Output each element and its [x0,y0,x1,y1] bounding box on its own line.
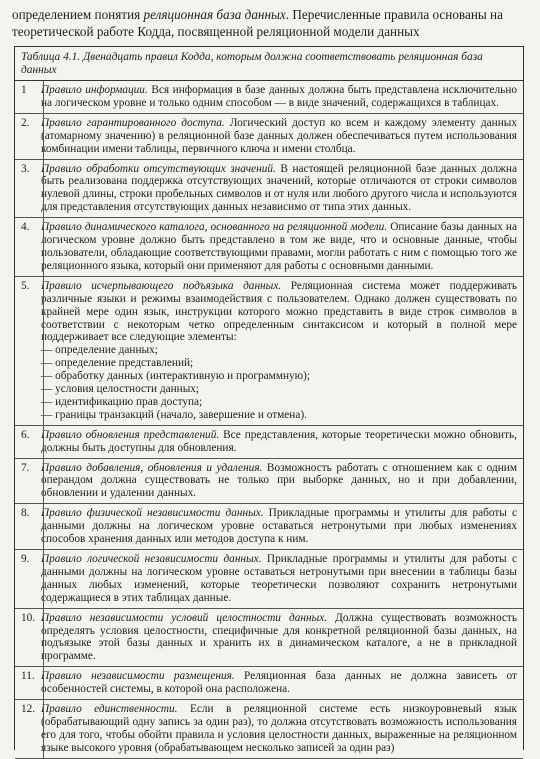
rule-number: 3. [21,162,30,175]
table-row [15,459,523,505]
rule-name: Правило единственности. [41,703,178,716]
intro-text-end: . Перечисленные правила основаны на теоретической работе Кодда, посвященной реляционной модели данных [12,7,503,39]
table-rows [15,81,523,759]
table-row [15,160,523,219]
rule-number: 10. [21,611,36,624]
rule-text: Описание базы данных на логическом уровне должно быть представлено в том же виде, что и основные данные, чтобы пользователи, обладающие соответствующими правами, могли работать с ним с помощью того же реляционного языка, который они применяют для работы с основными данными. [41,221,517,272]
rule-text: Возможность работать с отношением как с одним операндом должна существовать не только при выборке данных, но и при добавлении, обновлении и удалении данных. [41,461,517,500]
intro-paragraph [12,6,522,40]
rule-number: 11. [21,670,35,683]
rule-text: Прикладные программы и утилиты для работы с данными должны на логическом уровне оставаться нетронутыми при внесении в таблицы базы данных любых изменений, которые теоретически позволяют сохранить нетронутыми содержащиеся в этих таблицах данные. [41,553,518,604]
table-row [15,114,523,160]
rule-number: 8. [21,507,30,520]
table-row [15,218,523,277]
rule-number: 2. [21,116,30,129]
rule-name: Правило гарантированного доступа. [41,116,225,129]
table-row [15,277,523,426]
rule-body [37,609,523,667]
rule-name: Правило независимости размещения. [41,670,235,683]
rule-body [37,81,523,113]
table-row [15,81,523,114]
rule-text: Вся информация в базе данных должна быть представлена исключительно на логическом уровне и только одним способом — в виде значений, содержащихся в таблицах. [41,84,518,109]
list-item: — определение данных; [41,344,158,357]
list-item: — идентификацию прав доступа; [41,395,203,408]
table-row [15,609,523,668]
rule-text: Реляционная система может поддерживать различные языки и режимы взаимодействия с пользователем. Однако должен существовать по крайней мере один язык, инструкции которого можно представить в виде строк символов в соответствии с некоторым четко определенным синтаксисом и который в полной мере поддерживает все следующие элементы: [41,279,517,344]
table-row [15,550,523,609]
rule-items-list [41,344,517,421]
rule-number: 1 [21,84,27,96]
rule-text: Логический доступ ко всем и каждому элементу данных (атомарному значению) в реляционной базе данных должен обеспечиваться путем использования комбинации имени таблицы, первичного ключа и имени столбца. [41,116,517,155]
rule-name: Правило обновления представлений. [41,428,220,441]
list-item: — границы транзакций (начало, завершение и отмена). [41,408,307,421]
rule-number: 5. [21,279,30,292]
rule-body [37,667,523,699]
codd-rules-table [14,46,524,754]
table-row [15,504,523,550]
rule-body [37,426,523,458]
rule-body [37,218,523,276]
rule-name: Правило динамического каталога, основанного на реляционной модели. [41,221,388,234]
rule-text: Должна существовать возможность определять условия целостности, специфичные для конкретной реляционной базы данных, на подъязыке этой базы данных и хранить их в динамическом каталоге, а не в прикладной программе. [41,611,517,663]
list-item: — определение представлений; [41,357,194,370]
rule-number: 4. [21,221,30,234]
rule-name: Правило информации. [41,84,148,96]
rule-text: Если в реляционной системе есть низкоуровневый язык (обрабатывающий одну запись за один раз), то должна отсутствовать возможность использования его для того, чтобы обойти правила и условия целостности данных, выраженные на реляционном языке высокого уровня (обрабатывающем несколько записей за один раз) [41,703,517,754]
table-row [15,426,523,459]
rule-name: Правило физической независимости данных. [41,507,264,520]
rule-body [37,277,523,425]
rule-number: 12. [21,703,36,716]
table-row [15,700,523,759]
rule-body [37,459,523,504]
rule-text: В настоящей реляционной базе данных должна быть реализована поддержка отсутствующих значений, которые отличаются от строки символов нулевой длины, строки пробельных символов и от нуля или любого другого числа и используются для представления отсутствующих данных независимо от типа этих данных. [41,162,517,214]
rule-body [37,160,523,218]
list-item: — условия целостности данных; [41,383,200,396]
rule-name: Правило логической независимости данных. [41,553,262,565]
intro-term: реляционная база данных [143,7,286,22]
rule-body [37,504,523,549]
rule-body [37,550,523,608]
rule-body [37,114,523,159]
rule-number: 7. [21,461,30,474]
rule-name: Правило независимости условий целостности данных. [41,611,328,624]
rule-number: 6. [21,428,30,441]
column-divider [43,81,44,759]
rule-name: Правило добавления, обновления и удаления. [41,461,263,474]
rule-text: Реляционная база данных не должна зависеть от особенностей системы, в которой она расположена. [41,670,517,696]
rule-name: Правило обработки отсутствующих значений. [41,162,276,175]
rule-number: 9. [21,553,30,565]
rule-text: Прикладные программы и утилиты для работы с данными должны на логическом уровне оставаться нетронутыми при любых изменениях способов хранения данных или методов доступа к ним. [41,507,517,546]
list-item: — обработку данных (интерактивную и программную); [41,370,311,383]
table-row [15,667,523,700]
intro-text-start: определением понятия [12,7,144,22]
rule-name: Правило исчерпывающего подъязыка данных. [41,279,282,292]
table-caption: Таблица 4.1. Двенадцать правил Кодда, которым должна соответствовать реляционная база данных [15,47,523,81]
rule-body [37,700,523,758]
rule-text: Все представления, которые теоретически можно обновить, должны быть доступны для обновления. [41,428,517,454]
